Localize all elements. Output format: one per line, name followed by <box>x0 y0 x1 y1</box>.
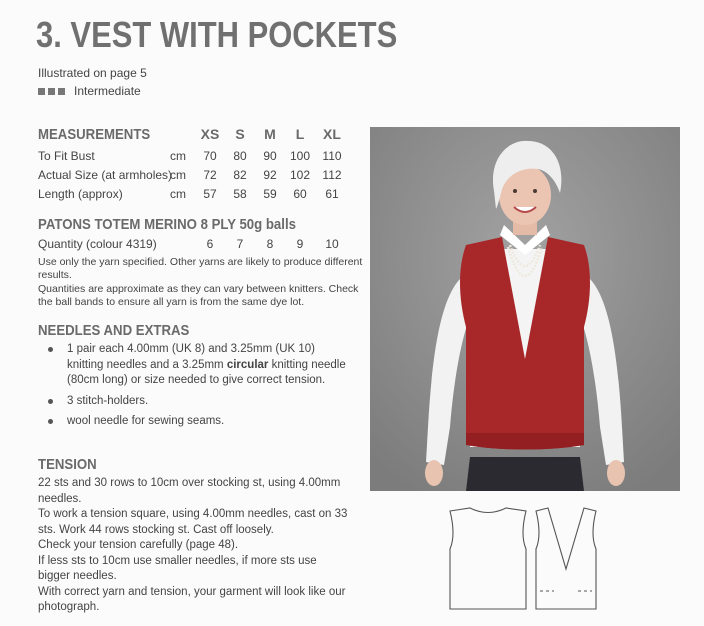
measure-value: 110 <box>322 149 342 163</box>
tension-text <box>38 476 348 616</box>
measure-row-label: To Fit Bust <box>38 149 95 163</box>
measure-value: 82 <box>233 168 247 182</box>
size-header-s: S <box>235 126 245 142</box>
needles-item-text: wool needle for sewing seams. <box>67 415 225 427</box>
measure-value: 72 <box>203 168 217 182</box>
measure-value: 90 <box>263 149 277 163</box>
bullet-icon <box>48 419 53 424</box>
tension-paragraph: With correct yarn and tension, your garment will look like our photograph. <box>38 585 346 613</box>
quantity-value: 7 <box>236 237 244 251</box>
size-header-xs: XS <box>200 126 220 142</box>
needles-item-text: 1 pair each 4.00mm (UK 8) and 3.25mm (UK 10) knitting needles and a 3.25mm <box>67 343 315 371</box>
needles-item-bold: circular <box>226 358 269 371</box>
measurements-heading: MEASUREMENTS <box>38 126 151 143</box>
measure-row-unit: cm <box>170 149 186 163</box>
measure-value: 102 <box>289 168 311 182</box>
measure-value: 60 <box>293 187 307 201</box>
quantity-value: 10 <box>325 237 339 251</box>
size-header-xl: XL <box>323 126 341 142</box>
size-header-l: L <box>295 126 305 142</box>
tension-paragraph: Check your tension carefully (page 48). <box>38 539 239 551</box>
needles-item-text: 3 stitch-holders. <box>67 394 149 407</box>
quantity-value: 6 <box>206 237 214 251</box>
pattern-title: 3. VEST WITH POCKETS <box>36 14 398 55</box>
needles-item-text: knitting needle (80cm long) or size needed to give correct tension. <box>67 358 346 386</box>
quantity-value: 9 <box>296 237 304 251</box>
list-item <box>48 414 348 430</box>
skill-square-icon <box>38 88 45 95</box>
quantity-value: 8 <box>266 237 274 251</box>
bullet-icon <box>48 347 53 352</box>
measure-value: 100 <box>289 149 311 163</box>
quantity-label: Quantity (colour 4319) <box>38 237 157 251</box>
measure-value: 80 <box>233 149 247 163</box>
garment-schematic <box>440 505 610 613</box>
bullet-icon <box>48 399 53 404</box>
skill-square-icon <box>58 88 65 95</box>
measure-value: 61 <box>325 187 339 201</box>
measure-row-unit: cm <box>170 168 186 182</box>
quantity-note: Quantities are approximate as they can vary between knitters. Check the ball bands to ensure all yarn is from the same dye lot. <box>38 283 359 308</box>
measure-value: 58 <box>233 187 247 201</box>
skill-square-icon <box>48 88 55 95</box>
measure-value: 70 <box>203 149 217 163</box>
measure-value: 92 <box>263 168 277 182</box>
yarn-note: Use only the yarn specified. Other yarns are likely to produce different results. <box>38 256 363 281</box>
list-item <box>48 342 348 389</box>
needles-list <box>48 342 348 435</box>
model-photo <box>370 127 680 491</box>
measure-row-label: Actual Size (at armholes) <box>38 168 173 182</box>
measure-row-unit: cm <box>170 187 186 201</box>
model-illustration <box>370 127 680 491</box>
tension-paragraph: To work a tension square, using 4.00mm needles, cast on 33 sts. Work 44 rows stocking st. Cast off loosely. <box>38 508 348 536</box>
needles-heading: NEEDLES AND EXTRAS <box>38 322 190 339</box>
tension-paragraph: 22 sts and 30 rows to 10cm over stocking st, using 4.00mm needles. <box>38 477 341 505</box>
illustrated-note: Illustrated on page 5 <box>38 66 147 80</box>
tension-paragraph: If less sts to 10cm use smaller needles, if more sts use bigger needles. <box>38 554 317 582</box>
size-header-m: M <box>264 126 276 142</box>
yarn-heading: PATONS TOTEM MERINO 8 PLY 50g balls <box>38 216 296 233</box>
skill-level <box>38 84 141 98</box>
measure-value: 59 <box>263 187 277 201</box>
measure-value: 57 <box>203 187 217 201</box>
list-item <box>48 394 348 410</box>
measure-row-label: Length (approx) <box>38 187 123 201</box>
measure-value: 112 <box>322 168 342 182</box>
skill-level-label: Intermediate <box>74 84 141 98</box>
tension-heading: TENSION <box>38 456 97 473</box>
